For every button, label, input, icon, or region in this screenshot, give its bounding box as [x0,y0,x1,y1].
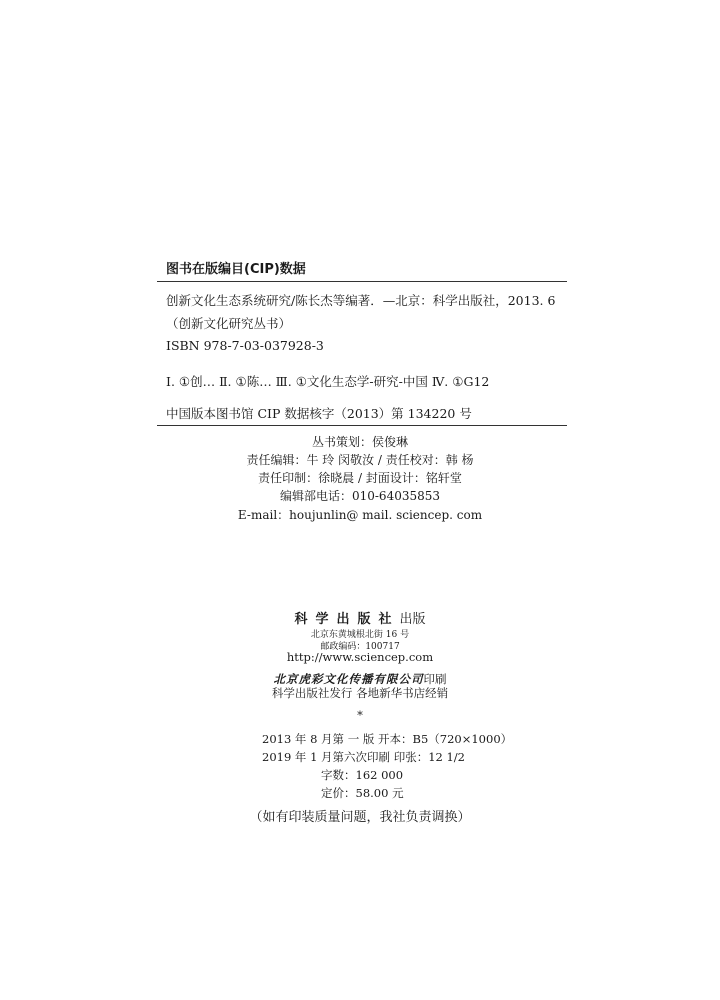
publisher-url: http://www.sciencep.com [286,650,434,664]
printer-suffix: 印刷 [423,672,447,686]
publisher-line [0,608,720,627]
price: 定价：58.00 元 [321,786,404,800]
editorial-phone: 编辑部电话：010-64035853 [279,489,441,503]
publisher-postcode: 邮政编码：100717 [320,642,400,652]
edition-line: 2013 年 8 月第 一 版 开本：B5（720×1000） [262,732,513,746]
print-design-line: 责任印制：徐晓晨 / 封面设计：铭轩堂 [258,471,462,485]
quality-notice: （如有印装质量问题，我社负责调换） [249,810,471,825]
distribution-line: 科学出版社发行 各地新华书店经销 [271,686,449,700]
editorial-email: E-mail：houjunlin@ mail. sciencep. com [237,508,483,522]
cip-classification: Ⅰ. ①创… Ⅱ. ①陈… Ⅲ. ①文化生态学-研究-中国 Ⅳ. ①G12 [166,374,490,389]
series-planner: 丛书策划：侯俊琳 [311,435,408,449]
word-count: 字数：162 000 [321,768,404,782]
publisher-suffix: 出版 [399,612,426,627]
cip-isbn: ISBN 978-7-03-037928-3 [166,338,324,353]
editors-line: 责任编辑：牛 玲 闵敬汝 / 责任校对：韩 杨 [246,453,474,467]
publisher-address: 北京东黄城根北街 16 号 [310,630,410,640]
publisher-name: 科学出版社 [294,612,400,627]
separator-star: * [357,708,363,722]
cip-title: 图书在版编目(CIP)数据 [166,262,306,277]
cip-top-rule [157,281,567,282]
cip-series-line: （创新文化研究丛书） [166,316,292,331]
printer-name: 北京虎彩文化传播有限公司 [273,672,424,686]
printing-line: 2019 年 1 月第六次印刷 印张：12 1/2 [262,750,466,764]
cip-record-number: 中国版本图书馆 CIP 数据核字（2013）第 134220 号 [166,406,472,421]
cip-bibliographic-line: 创新文化生态系统研究/陈长杰等编著．—北京：科学出版社，2013. 6 [166,293,556,308]
cip-bottom-rule [157,425,567,426]
